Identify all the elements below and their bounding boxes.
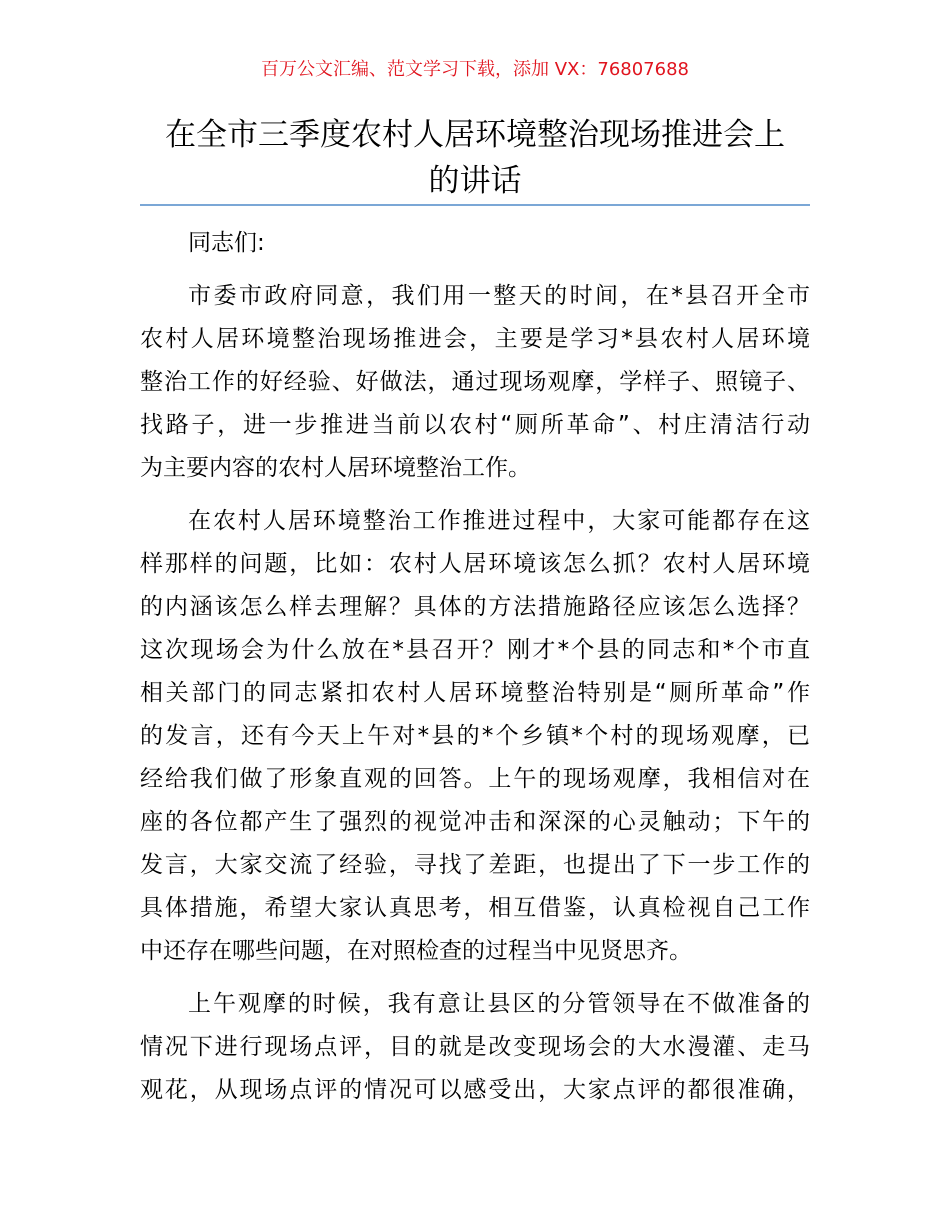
paragraph-line: 农村人居环境整治现场推进会，主要是学习*县农村人居环境 (140, 326, 810, 352)
paragraph-line: 样那样的问题，比如：农村人居环境该怎么抓？农村人居环境 (140, 551, 810, 577)
paragraph-line: 市委市政府同意，我们用一整天的时间，在*县召开全市 (188, 283, 810, 309)
paragraph-line: 观花，从现场点评的情况可以感受出，大家点评的都很准确， (140, 1077, 810, 1103)
title-divider (140, 204, 810, 206)
paragraph (140, 222, 810, 265)
download-banner: 百万公文汇编、范文学习下载，添加 VX：76807688 (261, 59, 689, 80)
paragraph-line: 具体措施，希望大家认真思考，相互借鉴，认真检视自己工作 (140, 895, 810, 921)
paragraph (140, 275, 810, 490)
paragraph (140, 983, 810, 1112)
paragraph-line: 相关部门的同志紧扣农村人居环境整治特别是“厕所革命”作 (140, 680, 810, 706)
paragraph-line: 中还存在哪些问题，在对照检查的过程当中见贤思齐。 (140, 938, 692, 964)
paragraph-line: 经给我们做了形象直观的回答。上午的现场观摩，我相信对在 (140, 766, 810, 792)
paragraph-line: 上午观摩的时候，我有意让县区的分管领导在不做准备的 (188, 991, 810, 1017)
title-line: 在全市三季度农村人居环境整治现场推进会上 (165, 117, 785, 153)
paragraph-line: 情况下进行现场点评，目的就是改变现场会的大水漫灌、走马 (140, 1034, 810, 1060)
paragraph-line: 的发言，还有今天上午对*县的*个乡镇*个村的现场观摩，已 (140, 723, 810, 749)
paragraph-line: 找路子，进一步推进当前以农村“厕所革命”、村庄清洁行动 (140, 412, 810, 438)
document-title (140, 112, 810, 204)
document-body (140, 222, 810, 1122)
paragraph-line: 同志们: (188, 230, 265, 256)
title-line: 的讲话 (428, 163, 522, 199)
paragraph-line: 这次现场会为什么放在*县召开？刚才*个县的同志和*个市直 (140, 637, 810, 663)
paragraph-line: 座的各位都产生了强烈的视觉冲击和深深的心灵触动；下午的 (140, 809, 810, 835)
paragraph (140, 500, 810, 973)
paragraph-line: 为主要内容的农村人居环境整治工作。 (140, 455, 531, 481)
paragraph-line: 在农村人居环境整治工作推进过程中，大家可能都存在这 (188, 508, 810, 534)
paragraph-line: 发言，大家交流了经验，寻找了差距，也提出了下一步工作的 (140, 852, 810, 878)
paragraph-line: 的内涵该怎么样去理解？具体的方法措施路径应该怎么选择？ (140, 594, 810, 620)
paragraph-line: 整治工作的好经验、好做法，通过现场观摩，学样子、照镜子、 (140, 369, 810, 395)
